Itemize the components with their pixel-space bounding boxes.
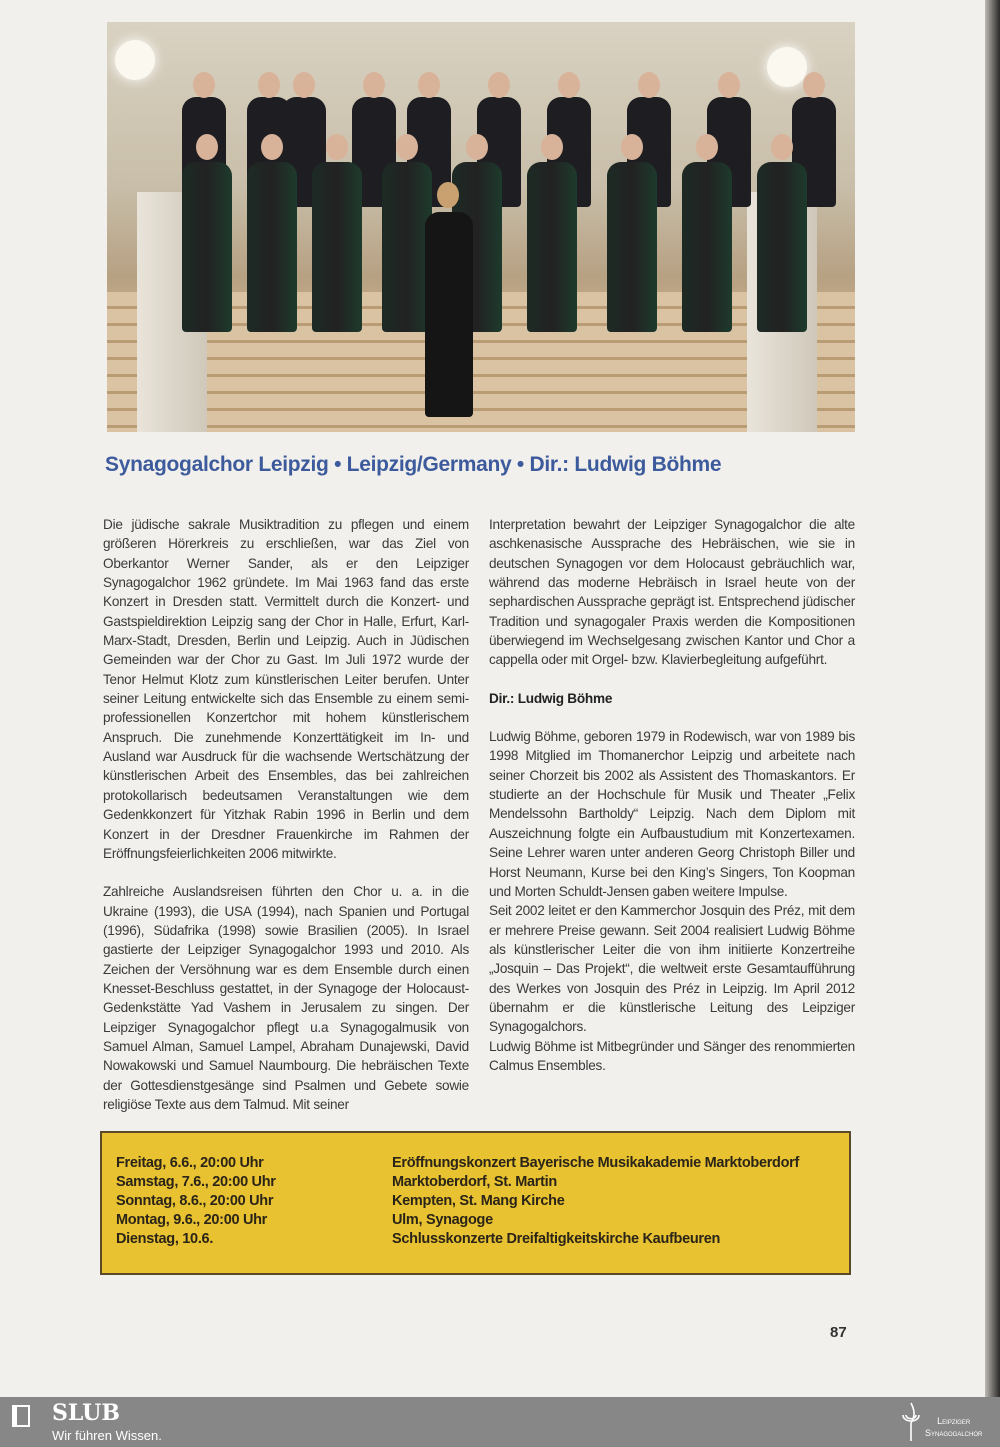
singer-head <box>363 72 385 98</box>
singer-head <box>558 72 580 98</box>
singer-head <box>541 134 563 160</box>
singer-head <box>638 72 660 98</box>
footer-bar <box>0 1397 1000 1447</box>
concert-schedule <box>100 1131 851 1275</box>
singer-head <box>696 134 718 160</box>
singer-head <box>293 72 315 98</box>
choir-singer <box>247 162 297 332</box>
schedule-venue: Ulm, Synagoge <box>392 1212 493 1228</box>
choir-singer <box>182 162 232 332</box>
singer-head <box>326 134 348 160</box>
conductor-head <box>437 182 459 208</box>
partner-line: Synagogalchor <box>925 1428 983 1438</box>
slub-brand[interactable]: SLUB <box>52 1400 120 1426</box>
schedule-venue: Schlusskonzerte Dreifaltigkeitskirche Kaufbeuren <box>392 1231 721 1247</box>
choir-singer <box>682 162 732 332</box>
singer-head <box>258 72 280 98</box>
singer-head <box>466 134 488 160</box>
schedule-venue: Marktoberdorf, St. Martin <box>392 1174 557 1190</box>
paragraph: Ludwig Böhme ist Mitbegründer und Sänger des renommierten Calmus Ensembles. <box>489 1038 855 1073</box>
partner-logo-text <box>925 1415 982 1439</box>
left-column <box>103 515 469 1114</box>
photo-lamp <box>767 47 807 87</box>
singer-head <box>718 72 740 98</box>
schedule-venue: Eröffnungskonzert Bayerische Musikakademie Marktoberdorf <box>392 1155 800 1171</box>
partner-line: Leipziger <box>937 1416 971 1426</box>
singer-head <box>488 72 510 98</box>
menorah-icon <box>900 1401 922 1443</box>
schedule-date: Sonntag, 8.6., 20:00 Uhr <box>116 1193 274 1209</box>
paragraph: Die jüdische sakrale Musiktradition zu pflegen und einem größeren Hörerkreis zu erschließen, war das Ziel von Oberkantor Werner Sander, als er den Leipziger Synagogalchor 1962 gründete. Im Mai 1963 fand das erste Konzert in Dresden statt. Vermittelt durch die Konzert- und Gastspieldirektion Leipzig sang der Chor in Halle, Erfurt, Karl-Marx-Stadt, Dresden, Berlin und Leipzig. Auch in Jüdischen Gemeinden war der Chor zu Gast. Im Juli 1972 wurde der Tenor Helmut Klotz zum künstlerischen Leiter berufen. Unter seiner Leitung entwickelte sich das Ensemble zu einem semi-professionellen Konzertchor mit hohem künstlerischem Anspruch. Die zunehmende Konzerttätigkeit im In- und Ausland war Ausdruck für die wachsende Wertschätzung der künstlerischen Arbeit des Ensembles, das bei zahlreichen protokollarisch bedeutsamen Veranstaltungen wie dem Gedenkkonzert für Yitzhak Rabin 1996 in Berlin und dem Konzert in der Dresdner Frauenkirche im Rahmen der Eröffnungsfeierlichkeiten 2006 mitwirkte. <box>103 517 469 861</box>
photo-lamp <box>115 40 155 80</box>
schedule-venue: Kempten, St. Mang Kirche <box>392 1193 565 1209</box>
conductor <box>425 212 473 417</box>
schedule-date: Freitag, 6.6., 20:00 Uhr <box>116 1155 264 1171</box>
choir-singer <box>757 162 807 332</box>
schedule-date: Samstag, 7.6., 20:00 Uhr <box>116 1174 276 1190</box>
singer-head <box>196 134 218 160</box>
section-heading: Dir.: Ludwig Böhme <box>489 690 613 706</box>
right-column <box>489 515 855 1075</box>
page-number: 87 <box>830 1324 847 1341</box>
page-title: Synagogalchor Leipzig • Leipzig/Germany • Dir.: Ludwig Böhme <box>105 453 722 476</box>
schedule-date: Dienstag, 10.6. <box>116 1231 214 1247</box>
singer-head <box>396 134 418 160</box>
paragraph: Interpretation bewahrt der Leipziger Synagogalchor die alte aschkenasische Aussprache des Hebräischen, wie sie in deutschen Synagogen vor dem Holocaust gebräuchlich war, während das moderne Hebräisch in Israel heute von der sephardischen Aussprache geprägt ist. Entsprechend jüdischer Tradition und synagogaler Praxis werden die Kompositionen überwiegend im Wechselgesang zwischen Kantor und Chor a cappella oder mit Orgel- bzw. Klavierbegleitung aufgeführt. <box>489 517 855 668</box>
singer-head <box>771 134 793 160</box>
choir-singer <box>607 162 657 332</box>
paragraph: Ludwig Böhme, geboren 1979 in Rodewisch, war von 1989 bis 1998 Mitglied im Thomanerchor Leipzig und arbeitete nach seiner Chorzeit bis 2002 als Assistent des Thomaskantors. Er studierte an der Hochschule für Musik und Theater „Felix Mendelssohn Bartholdy“ Leipzig. Nach dem Diplom mit Auszeichnung folgte ein Aufbaustudium mit Konzertexamen. Seine Lehrer waren unter anderen Georg Christoph Biller und Horst Neumann, Kurse bei den King’s Singers, Ton Koopman und Morten Schuldt-Jensen gaben weitere Impulse. <box>489 729 855 899</box>
schedule-date: Montag, 9.6., 20:00 Uhr <box>116 1212 268 1228</box>
choir-photo <box>107 22 855 432</box>
singer-head <box>803 72 825 98</box>
singer-head <box>261 134 283 160</box>
slub-tagline: Wir führen Wissen. <box>52 1428 162 1443</box>
choir-singer <box>527 162 577 332</box>
singer-head <box>418 72 440 98</box>
singer-head <box>193 72 215 98</box>
paragraph: Zahlreiche Auslandsreisen führten den Chor u. a. in die Ukraine (1993), die USA (1994), nach Spanien und Portugal (1996), Südafrika (1998) sowie Brasilien (2005). In Israel gastierte der Leipziger Synagogalchor 1993 und 2010. Als Zeichen der Versöhnung war es dem Ensemble durch einen Knesset-Beschluss gestattet, in der Synagoge der Holocaust-Gedenkstätte Yad Vashem in Jerusalem zu singen. Der Leipziger Synagogalchor pflegt u.a Synagogalmusik von Samuel Alman, Samuel Lampel, Abraham Dunajewski, David Nowakowski und Samuel Naumbourg. Die hebräischen Texte der Gottesdienstgesänge sind Psalmen und Gebete sowie religiöse Texte aus dem Talmud. Mit seiner <box>103 884 469 1112</box>
book-icon <box>12 1405 30 1427</box>
paragraph: Seit 2002 leitet er den Kammerchor Josquin des Préz, mit dem er mehrere Preise gewann. Seit 2004 realisiert Ludwig Böhme als künstlerischer Leiter die von ihm initiierte Konzertreihe „Josquin – Das Projekt“, die weltweit erste Gesamtaufführung des Werkes von Josquin des Préz in Leipzig. Im April 2012 übernahm er die künstlerische Leitung des Leipziger Synagogalchors. <box>489 903 855 1035</box>
page-edge <box>985 0 1000 1397</box>
choir-singer <box>312 162 362 332</box>
singer-head <box>621 134 643 160</box>
